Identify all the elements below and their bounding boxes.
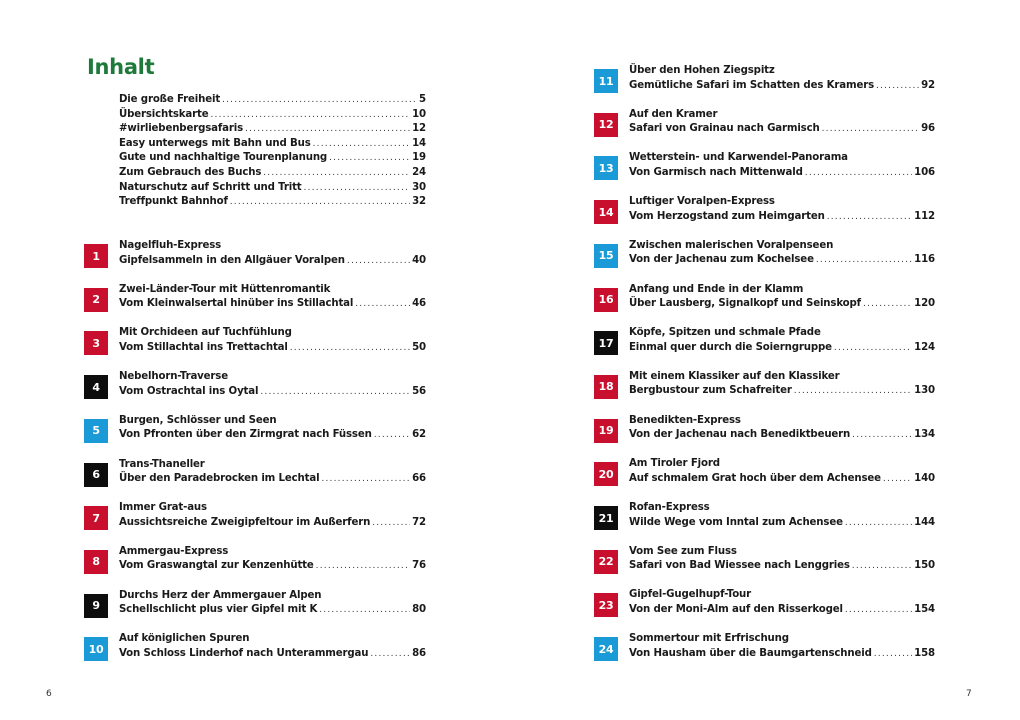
tour-subtitle: Von Hausham über die Baumgartenschneid: [629, 647, 872, 659]
tour-page: 130: [914, 385, 935, 397]
tour-title: Anfang und Ende in der Klamm: [629, 283, 804, 295]
tour-title: Über den Hohen Ziegspitz: [629, 65, 775, 76]
tour-title: Zwei-Länder-Tour mit Hüttenromantik: [119, 283, 331, 295]
toc-label: Gute und nachhaltige Tourenplanung: [119, 152, 328, 164]
tour-page: 86: [412, 647, 426, 659]
tour-number-badge: 19: [594, 419, 618, 443]
tour-number-badge: 21: [594, 506, 618, 530]
toc-page: 14: [412, 137, 426, 149]
tour-number-badge: 23: [594, 593, 618, 617]
tour-subtitle: Gemütliche Safari im Schatten des Kramers: [629, 79, 874, 91]
toc-page: 5: [419, 94, 426, 105]
tour-title: Nagelfluh-Express: [119, 240, 222, 251]
tour-subtitle: Gipfelsammeln in den Allgäuer Voralpen: [119, 254, 345, 266]
tour-subtitle: Vom Ostrachtal ins Oytal: [119, 385, 259, 397]
tour-title: Burgen, Schlösser und Seen: [119, 414, 277, 426]
tour-entry[interactable]: [594, 108, 935, 143]
tour-title: Benedikten-Express: [629, 414, 741, 426]
tour-page: 46: [412, 298, 426, 310]
toc-entry[interactable]: [119, 196, 426, 211]
tour-page: 124: [914, 341, 935, 353]
tour-entry[interactable]: [84, 327, 426, 361]
tour-subtitle: Über Lausberg, Signalkopf und Seinskopf: [629, 298, 861, 309]
tour-entry[interactable]: [594, 65, 935, 99]
tour-entry[interactable]: [594, 239, 935, 274]
page-title: Inhalt: [87, 55, 155, 79]
dot-leader: [805, 168, 912, 178]
tour-subtitle: Vom Kleinwalsertal hinüber ins Stillachtal: [119, 298, 354, 310]
dot-leader: [313, 139, 411, 149]
tour-title: Zwischen malerischen Voralpenseen: [629, 239, 834, 251]
tour-title: Am Tiroler Fjord: [629, 458, 720, 470]
tour-subtitle: Safari von Bad Wiessee nach Lenggries: [629, 560, 850, 572]
tour-entry[interactable]: [84, 458, 426, 493]
toc-entry[interactable]: [119, 182, 426, 197]
dot-leader: [210, 110, 410, 120]
dot-leader: [260, 387, 410, 397]
right-page: [510, 0, 1020, 720]
dot-leader: [827, 212, 912, 222]
tour-subtitle: Safari von Grainau nach Garmisch: [629, 123, 820, 135]
tour-title: Luftiger Voralpen-Express: [629, 196, 775, 208]
tour-number-badge: 15: [594, 244, 618, 268]
dot-leader: [263, 168, 410, 178]
dot-leader: [845, 518, 912, 528]
dot-leader: [876, 81, 919, 91]
tour-entry[interactable]: [84, 414, 426, 449]
tour-number-badge: 8: [84, 550, 108, 574]
dot-leader: [370, 649, 410, 659]
tour-entry[interactable]: [594, 370, 935, 405]
tour-subtitle: Vom Graswangtal zur Kenzenhütte: [119, 560, 314, 572]
dot-leader: [822, 124, 920, 134]
tour-page: 150: [914, 560, 935, 572]
tour-entry[interactable]: [84, 240, 426, 274]
toc-page: 19: [412, 152, 426, 164]
tour-entry[interactable]: [84, 589, 426, 624]
dot-leader: [321, 474, 410, 484]
tour-subtitle: Von der Moni-Alm auf den Risserkogel: [629, 603, 843, 615]
tour-entry[interactable]: [84, 283, 426, 318]
page-number-left: 6: [46, 689, 52, 699]
dot-leader: [874, 649, 912, 659]
tour-entry[interactable]: [594, 283, 935, 318]
tour-page: 96: [921, 123, 935, 135]
tour-entry[interactable]: [594, 589, 935, 623]
tour-page: 66: [412, 473, 426, 484]
tour-title: Rofan-Express: [629, 502, 710, 513]
dot-leader: [794, 386, 912, 396]
tour-number-badge: 2: [84, 288, 108, 312]
toc-entry[interactable]: [119, 152, 426, 167]
dot-leader: [372, 518, 410, 528]
tour-entry[interactable]: [594, 458, 935, 492]
tour-number-badge: 18: [594, 375, 618, 399]
tour-number-badge: 6: [84, 463, 108, 487]
tour-entry[interactable]: [594, 414, 935, 449]
dot-leader: [230, 197, 410, 207]
tour-title: Ammergau-Express: [119, 545, 229, 557]
tour-number-badge: 24: [594, 637, 618, 661]
tour-number-badge: 16: [594, 288, 618, 312]
toc-label: Easy unterwegs mit Bahn und Bus: [119, 137, 311, 149]
tour-entry[interactable]: [84, 502, 426, 536]
tour-title: Wetterstein- und Karwendel-Panorama: [629, 152, 848, 164]
tour-page: 62: [412, 429, 426, 441]
tour-number-badge: 22: [594, 550, 618, 574]
toc-entry[interactable]: [119, 138, 426, 153]
tour-title: Auf den Kramer: [629, 108, 718, 120]
toc-entry[interactable]: [119, 109, 426, 124]
tour-subtitle: Von Pfronten über den Zirmgrat nach Füssen: [119, 429, 372, 441]
tour-number-badge: 11: [594, 69, 618, 93]
dot-leader: [245, 124, 410, 134]
tour-entry[interactable]: [594, 502, 935, 536]
page-number-right: 7: [966, 689, 972, 699]
dot-leader: [347, 256, 410, 266]
tour-page: 140: [914, 472, 935, 484]
tour-title: Mit einem Klassiker auf den Klassiker: [629, 370, 840, 382]
tour-entry[interactable]: [594, 633, 935, 667]
toc-label: Treffpunkt Bahnhof: [119, 196, 228, 208]
dot-leader: [834, 343, 912, 353]
tour-title: Sommertour mit Erfrischung: [629, 633, 789, 645]
tour-page: 134: [914, 429, 935, 441]
tour-page: 40: [412, 254, 426, 266]
dot-leader: [852, 561, 912, 571]
tour-subtitle: Vom Stillachtal ins Trettachtal: [119, 341, 288, 353]
tour-subtitle: Von Schloss Linderhof nach Unterammergau: [119, 647, 369, 659]
tour-entry[interactable]: [594, 545, 935, 580]
tour-subtitle: Vom Herzogstand zum Heimgarten: [629, 210, 825, 222]
tour-title: Gipfel-Gugelhupf-Tour: [629, 589, 752, 601]
toc-label: Die große Freiheit: [119, 94, 221, 105]
tour-number-badge: 3: [84, 331, 108, 355]
tour-page: 56: [412, 385, 426, 397]
tour-title: Immer Grat-aus: [119, 502, 207, 514]
tour-number-badge: 10: [84, 637, 108, 661]
tour-page: 76: [412, 560, 426, 572]
toc-page: 32: [412, 196, 426, 208]
tour-page: 116: [914, 254, 935, 266]
tour-page: 106: [914, 166, 935, 178]
tour-page: 50: [412, 341, 426, 353]
tour-title: Trans-Thaneller: [119, 458, 205, 470]
dot-leader: [863, 299, 912, 309]
tour-number-badge: 9: [84, 594, 108, 618]
tour-number-badge: 20: [594, 462, 618, 486]
toc-page: 30: [412, 181, 426, 193]
tour-subtitle: Aussichtsreiche Zweigipfeltour im Außerfern: [119, 516, 371, 528]
dot-leader: [304, 183, 411, 193]
tour-title: Durchs Herz der Ammergauer Alpen: [119, 589, 322, 601]
toc-entry[interactable]: [119, 94, 426, 109]
dot-leader: [883, 474, 912, 484]
tour-entry[interactable]: [84, 633, 426, 667]
toc-label: Naturschutz auf Schritt und Tritt: [119, 181, 302, 193]
dot-leader: [852, 430, 912, 440]
toc-page: 10: [412, 108, 426, 120]
dot-leader: [816, 255, 912, 265]
tour-subtitle: Von der Jachenau zum Kochelsee: [629, 254, 814, 266]
toc-entry[interactable]: [119, 123, 426, 138]
tour-page: 112: [914, 210, 935, 222]
tour-subtitle: Auf schmalem Grat hoch über dem Achensee: [629, 472, 881, 484]
tour-subtitle: Schellschlicht plus vier Gipfel mit K: [119, 604, 318, 616]
tour-entry[interactable]: [84, 371, 426, 405]
tour-title: Vom See zum Fluss: [629, 545, 737, 557]
tour-page: 80: [412, 604, 426, 616]
tour-subtitle: Einmal quer durch die Soierngruppe: [629, 341, 832, 353]
toc-label: Übersichtskarte: [119, 108, 209, 120]
tour-page: 92: [921, 79, 935, 91]
dot-leader: [319, 605, 410, 615]
tour-number-badge: 14: [594, 200, 618, 224]
tour-subtitle: Über den Paradebrocken im Lechtal: [119, 473, 320, 484]
tour-number-badge: 12: [594, 113, 618, 137]
tour-number-badge: 5: [84, 419, 108, 443]
tour-number-badge: 7: [84, 506, 108, 530]
tour-subtitle: Wilde Wege vom Inntal zum Achensee: [629, 516, 843, 528]
tour-page: 72: [412, 516, 426, 528]
tour-page: 144: [914, 516, 935, 528]
toc-label: Zum Gebrauch des Buchs: [119, 166, 262, 178]
tour-title: Köpfe, Spitzen und schmale Pfade: [629, 327, 821, 339]
toc-label: #wirliebenbergsafaris: [119, 123, 244, 135]
toc-page: 12: [412, 123, 426, 135]
tour-entry[interactable]: [594, 152, 935, 186]
tour-entry[interactable]: [594, 327, 935, 361]
tour-number-badge: 1: [84, 244, 108, 268]
tour-number-badge: 4: [84, 375, 108, 399]
tour-title: Auf königlichen Spuren: [119, 633, 250, 645]
dot-leader: [374, 430, 410, 440]
tour-subtitle: Von der Jachenau nach Benediktbeuern: [629, 429, 851, 441]
tour-number-badge: 17: [594, 331, 618, 355]
dot-leader: [316, 561, 410, 571]
dot-leader: [222, 95, 417, 105]
tour-subtitle: Von Garmisch nach Mittenwald: [629, 166, 803, 178]
dot-leader: [290, 343, 410, 353]
tour-title: Nebelhorn-Traverse: [119, 371, 228, 383]
tour-page: 154: [914, 603, 935, 615]
tour-entry[interactable]: [594, 196, 935, 230]
dot-leader: [355, 299, 410, 309]
dot-leader: [845, 605, 912, 615]
tour-subtitle: Bergbustour zum Schafreiter: [629, 385, 792, 397]
intro-list: [119, 94, 426, 211]
tour-number-badge: 13: [594, 156, 618, 180]
toc-entry[interactable]: [119, 167, 426, 182]
toc-page: 24: [412, 166, 426, 178]
tour-entry[interactable]: [84, 545, 426, 580]
tour-page: 158: [914, 647, 935, 659]
tour-title: Mit Orchideen auf Tuchfühlung: [119, 327, 292, 339]
tour-page: 120: [914, 298, 935, 309]
dot-leader: [329, 153, 410, 163]
